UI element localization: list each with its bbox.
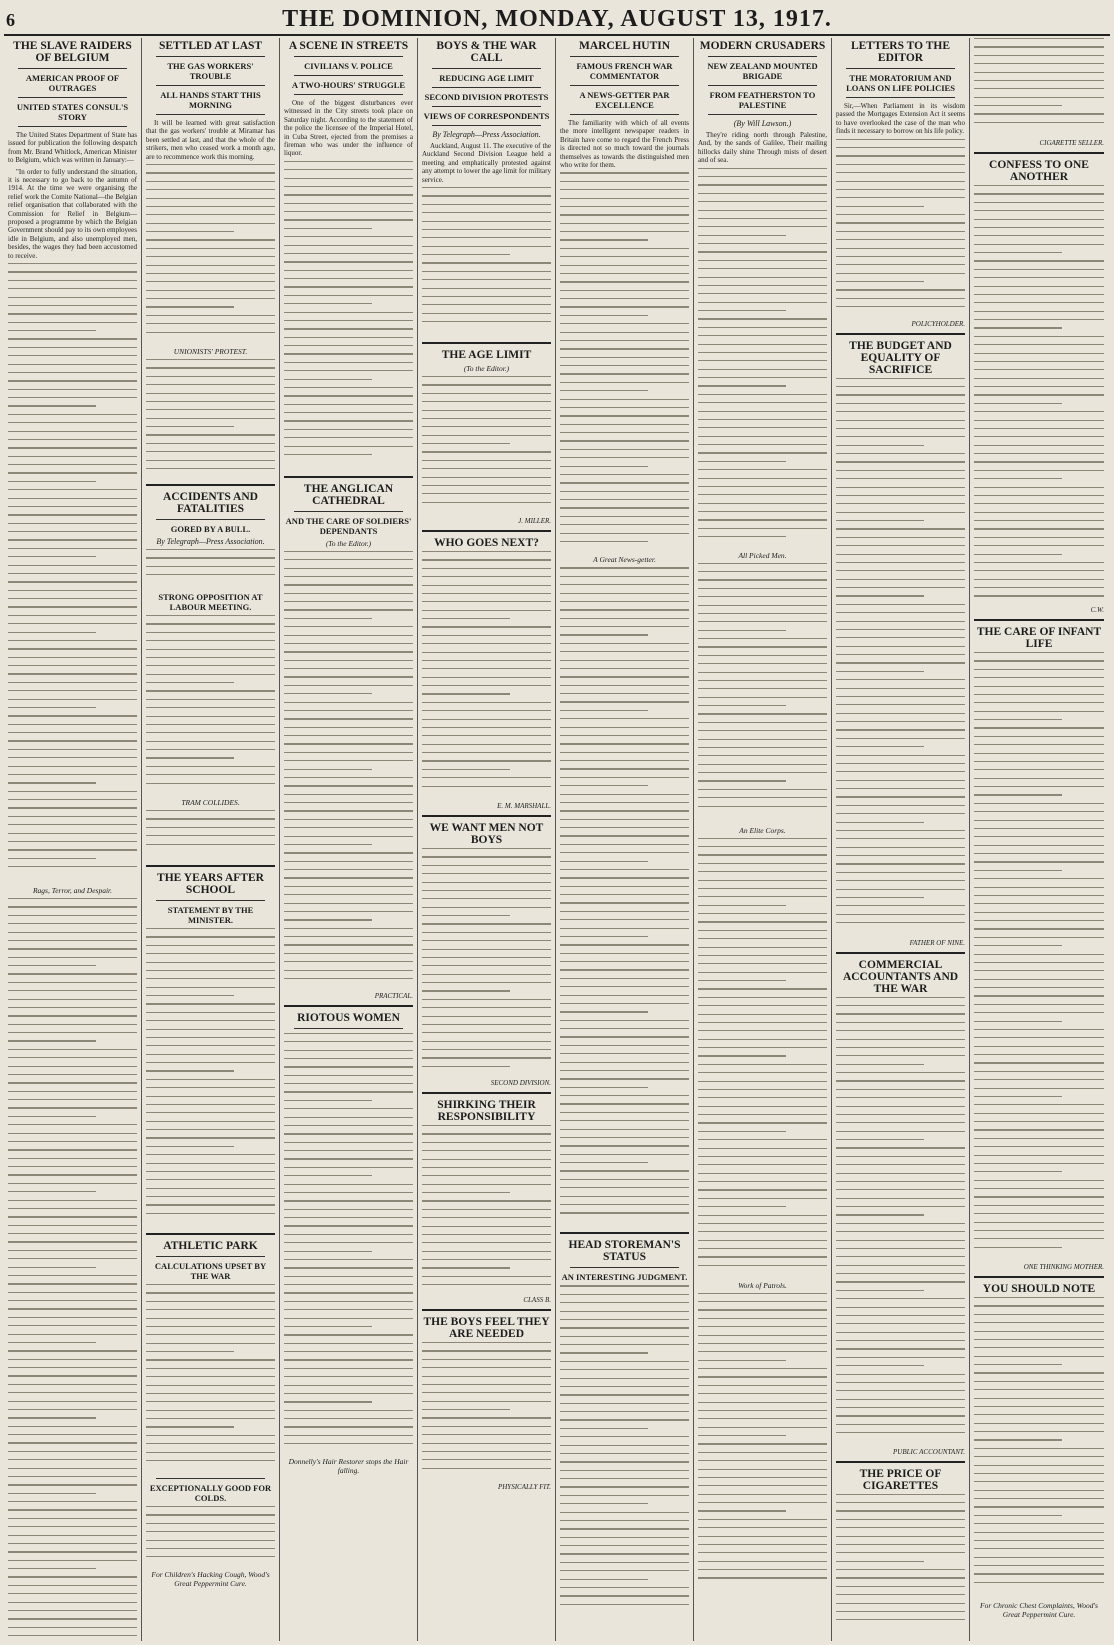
divider xyxy=(422,815,551,817)
signature: PHYSICALLY FIT. xyxy=(497,1483,551,1492)
article-paragraph: Sir,—When Parliament in its wisdom passed the Mortgages Extension Act it seems to have overlooked the case of the man who finds it necessary to borrow on his life policy. xyxy=(836,102,965,136)
text-lines xyxy=(146,928,275,1228)
subheading-inline: Work of Patrols. xyxy=(738,1280,787,1290)
signature: PUBLIC ACCOUNTANT. xyxy=(893,1447,965,1456)
text-lines xyxy=(284,551,413,991)
text-lines xyxy=(284,1033,413,1453)
headline-head-storeman: HEAD STOREMAN'S STATUS xyxy=(568,1239,681,1264)
subhead: THE MORATORIUM AND LOANS ON LIFE POLICIES xyxy=(846,73,955,93)
divider xyxy=(846,97,955,98)
divider xyxy=(294,511,403,512)
divider xyxy=(18,68,127,69)
signature: CIGARETTE SELLER. xyxy=(1039,139,1104,147)
byline: By Telegraph—Press Association. xyxy=(156,537,265,547)
text-lines xyxy=(698,563,827,823)
subheading-inline: UNIONISTS' PROTEST. xyxy=(173,347,248,357)
headline-you-should-note: YOU SHOULD NOTE xyxy=(982,1283,1096,1295)
headline-budget-sacrifice: THE BUDGET AND EQUALITY OF SACRIFICE xyxy=(849,339,952,376)
headline-anglican-cathedral: THE ANGLICAN CATHEDRAL xyxy=(303,482,394,507)
divider xyxy=(156,85,265,86)
headline-scene-in-streets: A SCENE IN STREETS xyxy=(288,40,409,52)
divider xyxy=(422,1092,551,1094)
signature: CLASS B. xyxy=(523,1296,551,1305)
headline-letters-to-editor: LETTERS TO THE EDITOR xyxy=(850,40,951,64)
divider xyxy=(294,56,403,57)
article-body xyxy=(422,142,551,184)
text-lines xyxy=(974,1297,1104,1597)
subhead: UNITED STATES CONSUL'S STORY xyxy=(16,102,129,122)
article-paragraph: One of the biggest disturbances ever witnessed in the City streets took place on Saturday night. According to the statement of the police the licensee of the Imperial Hotel, in Cuba Street, ejected from the premises a fireman who was under the influence of liquor. xyxy=(284,99,413,158)
text-lines xyxy=(560,567,689,1227)
text-lines xyxy=(146,549,275,589)
headline-settled-at-last: SETTLED AT LAST xyxy=(158,40,263,52)
subhead: ALL HANDS START THIS MORNING xyxy=(160,90,261,110)
subhead: VIEWS OF CORRESPONDENTS xyxy=(423,111,550,121)
to-the-editor: (To the Editor.) xyxy=(463,364,510,374)
divider xyxy=(570,1267,679,1268)
divider xyxy=(836,333,965,335)
divider xyxy=(846,68,955,69)
subhead: NEW ZEALAND MOUNTED BRIGADE xyxy=(707,61,818,81)
subhead: FAMOUS FRENCH WAR COMMENTATOR xyxy=(576,61,673,81)
headline-commercial-accountants: COMMERCIAL ACCOUNTANTS AND THE WAR xyxy=(842,958,959,995)
headline-boys-needed: THE BOYS FEEL THEY ARE NEEDED xyxy=(423,1316,550,1341)
divider xyxy=(156,519,265,520)
divider xyxy=(156,1256,265,1257)
text-lines xyxy=(146,615,275,795)
subhead: CALCULATIONS UPSET BY THE WAR xyxy=(154,1261,267,1282)
headline-marcel-hutin: MARCEL HUTIN xyxy=(578,40,671,52)
text-lines xyxy=(974,185,1104,605)
divider xyxy=(836,952,965,954)
subheading-inline: TRAM COLLIDES. xyxy=(181,798,240,808)
newspaper-title: THE DOMINION, MONDAY, AUGUST 13, 1917. xyxy=(282,6,832,32)
ad-heading: EXCEPTIONALLY GOOD FOR COLDS. xyxy=(149,1483,272,1504)
article-paragraph: Auckland, August 11. The executive of the Auckland Second Division League held a meeting and emphatically protested against any attempt to lower the age limit for military service. xyxy=(422,142,551,184)
column-3 xyxy=(280,38,418,1641)
subheading-inline: Rags, Terror, and Despair. xyxy=(32,886,113,896)
subhead: REDUCING AGE LIMIT xyxy=(439,73,534,83)
divider xyxy=(432,68,541,69)
divider xyxy=(570,114,679,115)
text-lines xyxy=(8,263,137,883)
subhead: AN INTERESTING JUDGMENT. xyxy=(561,1272,688,1283)
page-number: 6 xyxy=(6,10,15,30)
divider xyxy=(18,97,127,98)
newspaper-columns xyxy=(4,38,1110,1641)
headline-accidents: ACCIDENTS AND FATALITIES xyxy=(163,491,258,516)
divider xyxy=(432,125,541,126)
subhead: A TWO-HOURS' STRUGGLE xyxy=(291,80,406,90)
divider xyxy=(974,619,1104,621)
divider xyxy=(708,56,817,57)
column-1 xyxy=(4,38,142,1641)
divider xyxy=(18,126,127,127)
headline-men-not-boys: WE WANT MEN NOT BOYS xyxy=(429,822,544,847)
headline-price-cigarettes: THE PRICE OF CIGARETTES xyxy=(859,1467,942,1492)
divider xyxy=(422,1309,551,1311)
ad-tagline: For Chronic Chest Complaints, Wood's Great Peppermint Cure. xyxy=(980,1601,1098,1619)
divider xyxy=(570,85,679,86)
article-paragraph: They're riding north through Palestine, And, by the sands of Galilee, Their mailing hillocks daily shine Through mists of desert and of sea. xyxy=(698,131,827,165)
text-lines xyxy=(146,1284,275,1474)
signature: FATHER OF NINE. xyxy=(909,938,965,947)
signature: SECOND DIVISION. xyxy=(490,1079,551,1088)
subhead: CIVILIANS V. POLICE xyxy=(304,61,393,71)
subheading-inline: A Great News-getter. xyxy=(593,555,656,565)
byline: (By Will Lawson.) xyxy=(733,119,792,128)
column-6 xyxy=(694,38,832,1641)
subhead: STRONG OPPOSITION AT LABOUR MEETING. xyxy=(158,592,263,613)
signature: J. MILLER. xyxy=(518,517,551,526)
divider xyxy=(156,114,265,115)
article-body xyxy=(8,131,137,260)
subhead: THE GAS WORKERS' TROUBLE xyxy=(167,61,254,81)
divider xyxy=(560,1232,689,1234)
headline-years-after-school: THE YEARS AFTER SCHOOL xyxy=(157,872,264,897)
article-body xyxy=(698,131,827,165)
text-lines xyxy=(698,168,827,548)
article-paragraph: "In order to fully understand the situation, it is necessary to go back to the autumn of 1914. At the time we were organising the relief work the Comite National—the Belgian relief organisation that collaborated with the Commission for Relief in Belgium—proposed a programme by which the Belgian Government should pay to its own employees idle in Belgium, and also unemployed men, besides, the wages they had been accustomed to receive. xyxy=(8,167,137,260)
headline-riotous-women: RIOTOUS WOMEN xyxy=(297,1011,400,1024)
divider xyxy=(146,484,275,486)
text-lines xyxy=(146,164,275,344)
signature: PRACTICAL. xyxy=(374,991,413,1000)
divider xyxy=(294,94,403,95)
divider xyxy=(146,1233,275,1235)
to-the-editor: (To the Editor.) xyxy=(325,538,372,548)
subheading-inline: All Picked Men. xyxy=(738,550,787,560)
divider xyxy=(836,1461,965,1463)
text-lines xyxy=(146,1506,275,1566)
article-body xyxy=(146,119,275,161)
ad-tagline: Donnelly's Hair Restorer stops the Hair falling. xyxy=(288,1456,409,1475)
column-5 xyxy=(556,38,694,1641)
headline-age-limit: THE AGE LIMIT xyxy=(441,349,532,362)
divider xyxy=(708,85,817,86)
signature: POLICYHOLDER. xyxy=(911,319,965,328)
text-lines xyxy=(8,898,137,1641)
text-lines xyxy=(422,551,551,801)
article-paragraph: It will be learned with great satisfaction that the gas workers' trouble at Miramar has been settled at last, and that the whole of the strikers, men who ceased work a month ago, are to recommence work this morning. xyxy=(146,119,275,161)
text-lines xyxy=(422,1342,551,1482)
article-body xyxy=(284,99,413,158)
divider xyxy=(156,56,265,57)
subhead: A NEWS-GETTER PAR EXCELLENCE xyxy=(579,90,670,110)
text-lines xyxy=(422,376,551,516)
subhead: FROM FEATHERSTON TO PALESTINE xyxy=(709,90,816,110)
text-lines xyxy=(698,1293,827,1593)
divider xyxy=(284,1005,413,1007)
subhead: AND THE CARE OF SOLDIERS' DEPENDANTS xyxy=(285,515,412,536)
text-lines xyxy=(560,172,689,552)
divider xyxy=(422,530,551,532)
article-body xyxy=(560,119,689,169)
subhead: SECOND DIVISION PROTESTS xyxy=(424,92,549,102)
text-lines xyxy=(146,810,275,860)
article-paragraph: The familiarity with which of all events the more intelligent newspaper readers in Britain have come to regard the French Press is directed not so much toward the journals themselves as towards the distinguished men who write for them. xyxy=(560,119,689,170)
divider xyxy=(432,87,541,88)
text-lines xyxy=(836,1494,965,1634)
text-lines xyxy=(146,359,275,479)
headline-shirking: SHIRKING THEIR RESPONSIBILITY xyxy=(437,1099,536,1124)
divider xyxy=(146,865,275,867)
text-lines xyxy=(422,187,551,337)
ad-tagline: For Children's Hacking Cough, Wood's Great Peppermint Cure. xyxy=(151,1570,270,1589)
subhead: GORED BY A BULL. xyxy=(170,524,251,535)
masthead xyxy=(4,4,1110,36)
column-2 xyxy=(142,38,280,1641)
headline-confess: CONFESS TO ONE ANOTHER xyxy=(989,159,1089,183)
headline-who-goes-next: WHO GOES NEXT? xyxy=(434,537,539,550)
divider xyxy=(284,476,413,478)
divider xyxy=(156,900,265,901)
text-lines xyxy=(836,997,965,1447)
headline-athletic-park: ATHLETIC PARK xyxy=(163,1240,258,1253)
text-lines xyxy=(974,38,1104,138)
subheading-inline: An Elite Corps. xyxy=(739,825,786,835)
signature: C.W. xyxy=(1090,606,1104,614)
subhead: AMERICAN PROOF OF OUTRAGES xyxy=(25,73,120,93)
divider xyxy=(974,152,1104,154)
column-8 xyxy=(970,38,1108,1641)
headline-modern-crusaders: MODERN CRUSADERS xyxy=(699,40,826,52)
divider xyxy=(156,1478,265,1479)
divider xyxy=(294,75,403,76)
text-lines xyxy=(422,848,551,1078)
text-lines xyxy=(836,378,965,938)
column-4 xyxy=(418,38,556,1641)
divider xyxy=(422,342,551,344)
signature: ONE THINKING MOTHER. xyxy=(1023,1263,1104,1271)
byline: By Telegraph—Press Association. xyxy=(432,130,541,139)
subhead: STATEMENT BY THE MINISTER. xyxy=(167,905,254,926)
signature: E. M. MARSHALL. xyxy=(497,802,551,811)
article-body xyxy=(836,102,965,136)
text-lines xyxy=(698,838,827,1278)
article-paragraph: The United States Department of State has issued for publication the following despatch from Mr. Brand Whitlock, American Minister to Belgium, which was written in January:— xyxy=(8,131,137,165)
text-lines xyxy=(974,652,1104,1262)
text-lines xyxy=(560,1285,689,1615)
divider xyxy=(294,1028,403,1029)
text-lines xyxy=(422,1125,551,1295)
divider xyxy=(570,56,679,57)
divider xyxy=(708,114,817,115)
headline-infant-life: THE CARE OF INFANT LIFE xyxy=(976,626,1102,650)
text-lines xyxy=(284,161,413,471)
text-lines xyxy=(836,139,965,319)
headline-slave-raiders: THE SLAVE RAIDERS OF BELGIUM xyxy=(13,40,132,64)
divider xyxy=(974,1276,1104,1278)
column-7 xyxy=(832,38,970,1641)
headline-boys-war-call: BOYS & THE WAR CALL xyxy=(436,40,537,64)
divider xyxy=(432,106,541,107)
